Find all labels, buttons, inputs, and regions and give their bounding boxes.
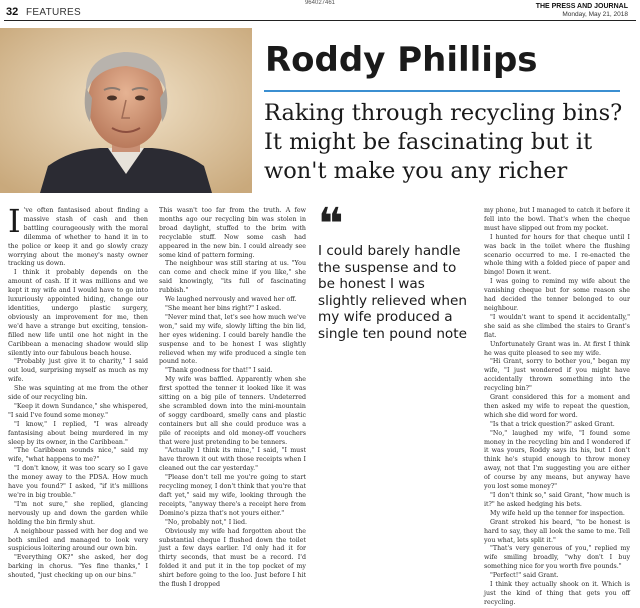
article-paragraph: "Is that a trick question?" asked Grant. (490, 420, 615, 428)
article-paragraph: "Please don't tell me you're going to start recycling money, I don't think that you're that daft yet," said my wife, looking through the receipts, "anyway there's a receipt here from Domino's pizza that's not yours either." (159, 474, 306, 517)
newspaper-name: THE PRESS AND JOURNAL (535, 3, 628, 10)
body-column-3 (484, 207, 630, 608)
headline-line: Raking through recycling bins? (264, 100, 623, 126)
body-column-1 (8, 202, 148, 581)
section-label: FEATURES (26, 7, 81, 18)
article-paragraph: My wife was baffled. Apparently when she first spotted the tenner it looked like it was sitting on a big pile of tenners. Undeterred she scrambled down into the mini-mountain of soggy cardboard, smelly cans and plastic containers but all she could produce was a pile of receipts and old money-off vouchers that were just pretending to be tenners. (159, 376, 306, 446)
publication-date: Monday, May 21, 2018 (562, 11, 628, 18)
quote-mark-icon: ❝ (318, 199, 344, 250)
article-paragraph: "The Caribbean sounds nice," said my wife, "what happens to me?" (8, 447, 148, 464)
article-paragraph: Obviously my wife had forgotten about the substantial cheque I flushed down the toilet just a few days earlier. I'd only had it for thirty seconds, that must be a record. I'd folded it and put it in the top pocket of my shirt before going to the loo. Just before I hit the flush I dropped (159, 527, 306, 589)
paragraph-text: 've often fantasised about finding a massive stash of cash and then battling courageously with the moral dilemma of whether to hand it in to the police or keep it and go slowly crazy worrying about the money's nasty owner tracking us down. (8, 207, 148, 268)
page-number: 32 (6, 6, 19, 18)
columnist-name: Roddy Phillips (265, 40, 538, 80)
article-paragraph: "Actually I think its mine," I said, "I must have thrown it out with those receipts when I cleaned out the car yesterday." (159, 447, 306, 473)
article-paragraph: I was going to remind my wife about the vanishing cheque but for some reason she had decided the tenner belonged to our neighbour. (484, 278, 630, 312)
drop-cap: I (8, 202, 21, 240)
article-paragraph: "Probably just give it to charity," I said out loud, surprising myself as much as my wife. (8, 358, 148, 384)
headline-line: won't make you any richer (264, 158, 568, 184)
article-paragraph: "I'm not sure," she replied, glancing nervously up and down the garden while holding the bin firmly shut. (8, 500, 148, 526)
article-paragraph: I hunted for hours for that cheque until I was back in the toilet where the flushing scenario occurred to me. I re-enacted the whole thing with a folded piece of paper and bingo! Down it went. (484, 233, 630, 277)
article-paragraph: I think they actually shook on it. Which is just the kind of thing that gets you off recycling. (484, 581, 630, 606)
title-rule (264, 90, 620, 92)
print-code: 964027461 (304, 0, 336, 6)
article-paragraph: This wasn't too far from the truth. A few months ago our recycling bin was stolen in broad daylight, stuffed to the brim with recyclable stuff. Now some cash had appeared in the new bin. I could already see some kind of pattern forming. (159, 207, 306, 259)
article-paragraph: "Perfect!" said Grant. (490, 572, 559, 580)
article-paragraph: "I know," I replied, "I was already fantasising about being murdered in my sleep by its owner, in the Caribbean." (8, 420, 148, 446)
article-paragraph: "No, probably not," I lied. (165, 518, 247, 526)
article-paragraph: She was squinting at me from the other side of our recycling bin. (8, 385, 148, 402)
headline (264, 99, 636, 186)
article-paragraph: "I don't know, it was too scary so I gave the money away to the PDSA. How much have you found?" I asked, "if it's millions we're in big trouble." (8, 465, 148, 499)
article-paragraph: "Keep it down Sundance," she whispered, "I said I've found some money." (8, 402, 148, 419)
article-paragraph: Grant considered this for a moment and then asked my wife to repeat the question, which she did word for word. (484, 394, 630, 419)
article-paragraph: "She meant her bins right?" I asked. (165, 304, 282, 312)
headline-line: It might be fascinating but it (264, 129, 593, 155)
article-paragraph: The neighbour was still staring at us. "You can come and check mine if you like," she said knowingly, "its full of fascinating rubbish." (159, 260, 306, 295)
article-paragraph (8, 202, 148, 269)
article-paragraph: "Never mind that, let's see how much we've won," said my wife, slowly lifting the bin lid, her eyes widening. I could barely handle the suspense and to be honest I was slightly relieved when my wife produced a single ten pound note. (159, 313, 306, 366)
pull-quote (318, 199, 476, 343)
article-paragraph: I think it probably depends on the amount of cash. If it was millions and we kept it my wife and I would have to go into luxuriously appointed hiding, change our identities, undergo plastic surgery, obviously an improvement for me, then we'd have a strange but exciting, tension-filled new life until one hot night in the Caribbean a menacing shadow would slip silently into our fabulous beach house. (8, 269, 148, 357)
article-paragraph: "Hi Grant, sorry to bother you," began my wife, "I just wondered if you might have accidentally thrown something into the recycling bin?" (484, 358, 630, 393)
body-column-2 (159, 207, 306, 590)
pull-quote-text: I could barely handle the suspense and to be honest I was slightly relieved when my wife produced a single ten pound note (318, 243, 467, 342)
article-paragraph: "I don't think so," said Grant, "how much is it?" he asked hedging his bets. (484, 492, 630, 508)
article-paragraph: "No," laughed my wife, "I found some money in the recycling bin and I wondered if it was yours, Roddy says its his, but I don't think he's stupid enough to throw money away, not that I'm suggesting you are either of course by any means, but anyway have you lost some money?" (484, 429, 630, 491)
article-paragraph: my phone, but I managed to catch it before it fell into the bowl. That's when the cheque must have slipped out from my pocket. (484, 207, 630, 232)
article-paragraph: A neighbour passed with her dog and we both smiled and managed to look very suspicious loitering around our own bin. (8, 527, 148, 553)
article-paragraph: Grant stroked his beard, "to be honest is hard to say, they all look the same to me. Tell you what, lets split it." (484, 518, 630, 544)
article-paragraph: "Thank goodness for that!" I said. (165, 367, 273, 375)
article-paragraph: "That's very generous of you," replied my wife smiling broadly, "why don't I buy something nice for you worth five pounds." (484, 545, 630, 571)
article-paragraph: My wife held up the tenner for inspection. (490, 509, 625, 517)
columnist-photo (0, 28, 252, 193)
article-paragraph: "I wouldn't want to spend it accidentally," she said as she climbed the stairs to Grant's flat. (484, 313, 630, 339)
article-paragraph: We laughed nervously and waved her off. (165, 296, 297, 304)
article-paragraph: "Everything OK?" she asked, her dog barking in chorus. "Yes fine thanks," I shouted, "just checking up on our bins." (8, 554, 148, 580)
article-paragraph: Unfortunately Grant was in. At first I think he was quite pleased to see my wife. (484, 340, 630, 357)
header-rule (4, 20, 636, 21)
